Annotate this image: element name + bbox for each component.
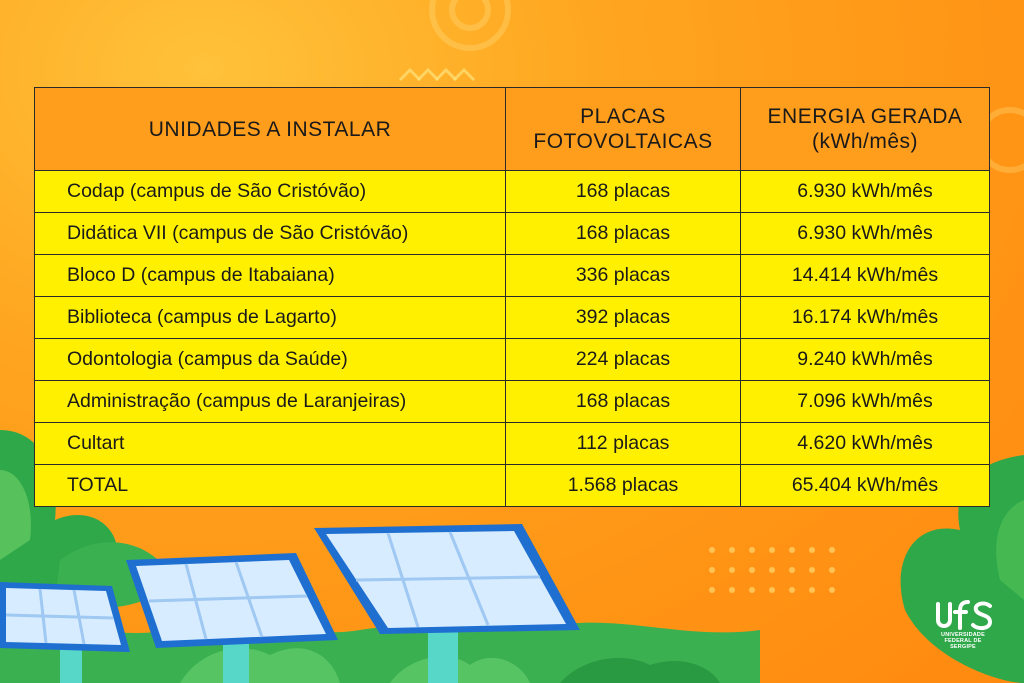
total-panels: 1.568 placas: [506, 465, 741, 507]
cell-energy: 9.240 kWh/mês: [741, 339, 990, 381]
cell-unit: Odontologia (campus da Saúde): [35, 339, 506, 381]
header-energy: [741, 88, 990, 171]
header-units-label: UNIDADES A INSTALAR: [148, 117, 392, 141]
table-row: [35, 423, 990, 465]
decor-chevrons: [400, 70, 474, 80]
cell-panels: 168 placas: [506, 381, 741, 423]
cell-unit: Biblioteca (campus de Lagarto): [35, 297, 506, 339]
table-row: [35, 171, 990, 213]
table-row: [35, 213, 990, 255]
cell-unit: Bloco D (campus de Itabaiana): [35, 255, 506, 297]
cell-unit: Cultart: [35, 423, 506, 465]
table-header-row: [35, 88, 990, 171]
table-total-row: [35, 465, 990, 507]
decor-circles: [432, 0, 508, 48]
cell-unit: Codap (campus de São Cristóvão): [35, 171, 506, 213]
ufs-logo-caption: [922, 632, 1004, 650]
cell-energy: 7.096 kWh/mês: [741, 381, 990, 423]
header-panels-line1: PLACAS: [580, 105, 666, 128]
cell-energy: 14.414 kWh/mês: [741, 255, 990, 297]
solar-installations-table: [34, 87, 990, 507]
header-energy-line1: ENERGIA GERADA: [767, 105, 963, 128]
table-row: [35, 381, 990, 423]
header-energy-line2: (kWh/mês): [812, 130, 918, 153]
table-row: [35, 255, 990, 297]
cell-unit: Didática VII (campus de São Cristóvão): [35, 213, 506, 255]
logo-line1: UNIVERSIDADE: [941, 632, 985, 638]
table-row: [35, 297, 990, 339]
cell-panels: 392 placas: [506, 297, 741, 339]
decor-dots: [709, 547, 835, 593]
cell-panels: 168 placas: [506, 171, 741, 213]
solar-installations-table-container: [34, 87, 989, 503]
header-panels-line2: FOTOVOLTAICAS: [533, 130, 713, 153]
cell-unit: Administração (campus de Laranjeiras): [35, 381, 506, 423]
table-row: [35, 339, 990, 381]
total-energy: 65.404 kWh/mês: [741, 465, 990, 507]
cell-energy: 4.620 kWh/mês: [741, 423, 990, 465]
total-label: TOTAL: [35, 465, 506, 507]
logo-line3: SERGIPE: [950, 644, 976, 650]
header-units: [35, 88, 506, 171]
cell-panels: 224 placas: [506, 339, 741, 381]
cell-panels: 336 placas: [506, 255, 741, 297]
logo-line2: FEDERAL DE: [944, 638, 982, 644]
cell-panels: 112 placas: [506, 423, 741, 465]
cell-energy: 16.174 kWh/mês: [741, 297, 990, 339]
cell-panels: 168 placas: [506, 213, 741, 255]
cell-energy: 6.930 kWh/mês: [741, 171, 990, 213]
cell-energy: 6.930 kWh/mês: [741, 213, 990, 255]
header-panels: [506, 88, 741, 171]
